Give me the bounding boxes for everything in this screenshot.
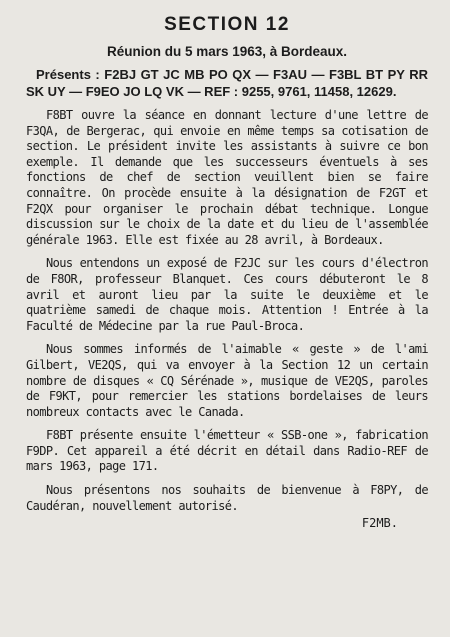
section-title: SECTION 12 [164,14,290,35]
paragraph-transmitter: F8BT présente ensuite l'émetteur « SSB-one », fabrication F9DP. Cet appareil a été décrit en détail dans Radio-REF de mars 1963, page 171. [26,428,428,474]
paragraph-welcome: Nous présentons nos souhaits de bienvenue à F8PY, de Caudéran, nouvellement autorisé. [26,483,428,513]
paragraph-opening: F8BT ouvre la séance en donnant lecture d'une lettre de F3QA, de Bergerac, qui envoie en même temps sa cotisation de section. Le président invite les assistants à suivre ce bon exemple. Il demande que les successeurs éventuels à ses fonctions de chef de section veuillent bien se faire connaître. On procède ensuite à la désignation de F2GT et F2QX pour organiser le prochain débat technique. Longue discussion sur le choix de la date et du lieu de l'assemblée générale 1963. Elle est fixée au 28 avril, à Bordeaux. [26,108,428,247]
paragraph-courses: Nous entendons un exposé de F2JC sur les cours d'électron de F8OR, professeur Blanquet. Ces cours débuteront le 8 avril et auront lieu par la suite le deuxième et le quatrième samedi de chaque mois. Attention ! Entrée à la Faculté de Médecine par la rue Paul-Broca. [26,256,428,333]
attendance-list [26,67,428,100]
paragraph-ve2qs: Nous sommes informés de l'aimable « geste » de l'ami Gilbert, VE2QS, qui va envoyer à la Section 12 un certain nombre de disques « CQ Sérénade », musique de VE2QS, paroles de F9KT, pour remercier les stations bordelaises de leurs nombreux contacts avec le Canada. [26,342,428,419]
meeting-date-line: Réunion du 5 mars 1963, à Bordeaux. [106,44,348,59]
signature: F2MB. [361,516,398,531]
attendance-callsigns: F2BJ GT JC MB PO QX — F3AU — F3BL BT PY RR SK UY — F9EO JO LQ VK — REF : 9255, 9761, 11458, 12629. [26,67,428,99]
attendance-label: Présents : [36,67,100,82]
